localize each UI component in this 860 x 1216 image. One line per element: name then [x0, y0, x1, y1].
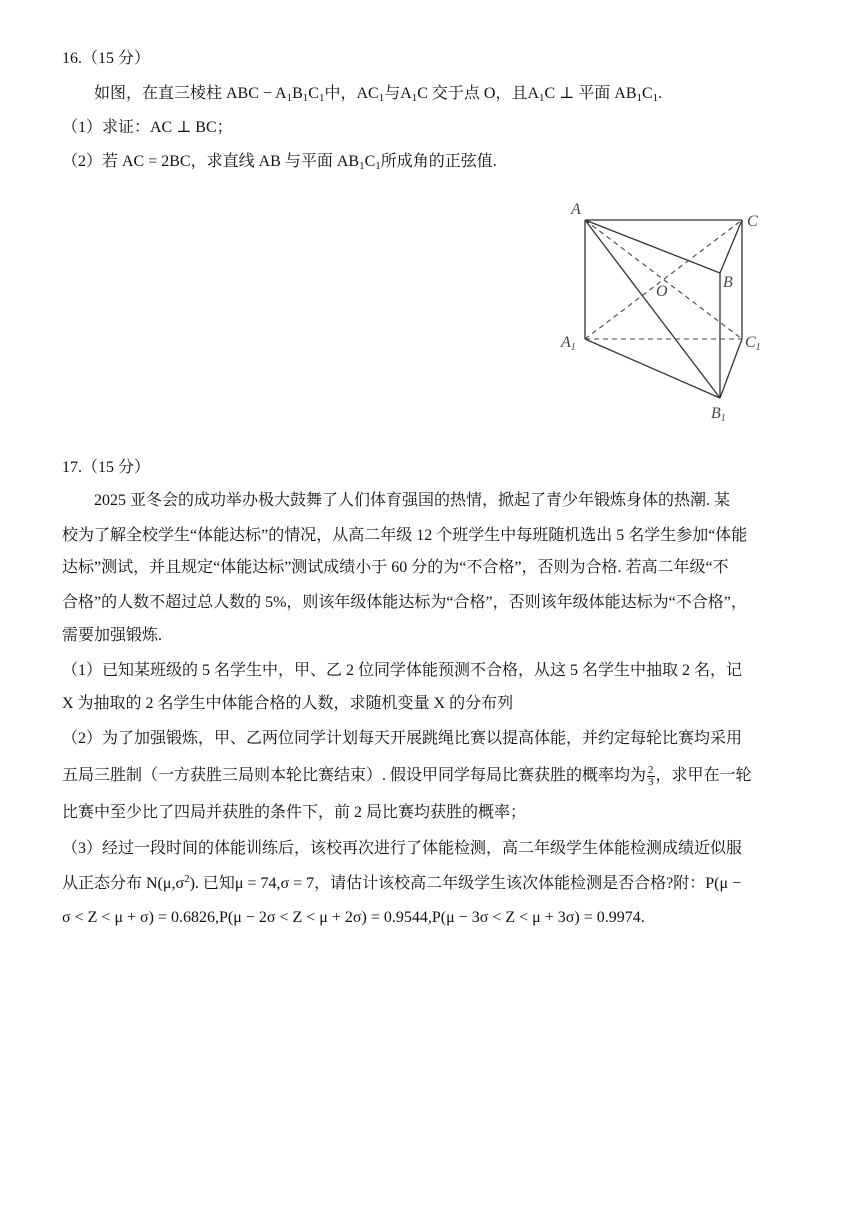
q17-part2-line: 比赛中至少比了四局并获胜的条件下，前 2 局比赛均获胜的概率； — [62, 804, 527, 821]
prism-figure — [555, 195, 775, 430]
label-C: C — [747, 213, 758, 230]
q17-intro-line: 校为了解全校学生“体能达标”的情况，从高二年级 12 个班学生中每班随机选出 5 名学生参加“体能 — [62, 527, 748, 544]
q16-part1: （1）求证：AC ⊥ BC； — [62, 119, 233, 136]
q17-intro-line: 达标”测试，并且规定“体能达标”测试成绩小于 60 分的为“不合格”，否则为合格. 若高二年级“不 — [62, 559, 729, 576]
q17-header: 17.（15 分） — [62, 459, 151, 476]
label-A: A — [571, 201, 581, 218]
q16-stem: 如图，在直三棱柱 ABC − $A_1B_1C_1$中，$AC_1$与$A_1C$ 交于点 O，且$A_1C$ ⊥ 平面 $AB_1C_1$. — [94, 85, 663, 104]
q17-part3-line: 从正态分布 $N(\mu,\sigma^2)$. 已知μ = 74,σ = 7，请估计该校高二年级学生该次体能检测是否合格?附：P(μ − — [62, 873, 742, 892]
q16-header: 16.（15 分） — [62, 50, 151, 67]
edge-A1B1 — [585, 339, 720, 398]
label-O: O — [656, 283, 668, 300]
q17-intro-line: 2025 亚冬会的成功举办极大鼓舞了人们体育强国的热情，掀起了青少年锻炼身体的热潮. 某 — [94, 492, 731, 509]
fraction-two-thirds: $\frac{2}{3}$ — [648, 764, 654, 788]
q17-part2-line: 五局三胜制（一方获胜三局则本轮比赛结束）. 假设甲同学每局比赛获胜的概率均为 $\frac{2}{3}$ ，求甲在一轮 — [62, 764, 752, 788]
q17-intro-line: 需要加强锻炼. — [62, 627, 163, 644]
q17-intro-line: 合格”的人数不超过总人数的 5%，则该年级体能达标为“合格”，否则该年级体能达标为“不合格”， — [62, 594, 747, 611]
label-B1: B1 — [711, 405, 726, 424]
q16-part2: （2）若 AC = 2BC，求直线 AB 与平面 $AB_1C_1$所成角的正弦值. — [62, 153, 497, 172]
label-A1: A1 — [561, 334, 576, 353]
edge-C1B1 — [720, 339, 742, 398]
label-C1: C1 — [745, 334, 761, 353]
label-B: B — [723, 274, 733, 291]
q17-part1-line: （1）已知某班级的 5 名学生中，甲、乙 2 位同学体能预测不合格，从这 5 名学生中抽取 2 名，记 — [62, 662, 743, 679]
q17-part3-line: σ < Z < μ + σ) = 0.6826,P(μ − 2σ < Z < μ + 2σ) = 0.9544,P(μ − 3σ < Z < μ + 3σ) = 0.9974. — [62, 909, 645, 926]
q17-part2-line: （2）为了加强锻炼，甲、乙两位同学计划每天开展跳绳比赛以提高体能，并约定每轮比赛均采用 — [62, 730, 743, 747]
q17-part1-line: X 为抽取的 2 名学生中体能合格的人数，求随机变量 X 的分布列 — [62, 695, 514, 712]
q17-part3-line: （3）经过一段时间的体能训练后，该校再次进行了体能检测，高二年级学生体能检测成绩近似服 — [62, 840, 743, 857]
